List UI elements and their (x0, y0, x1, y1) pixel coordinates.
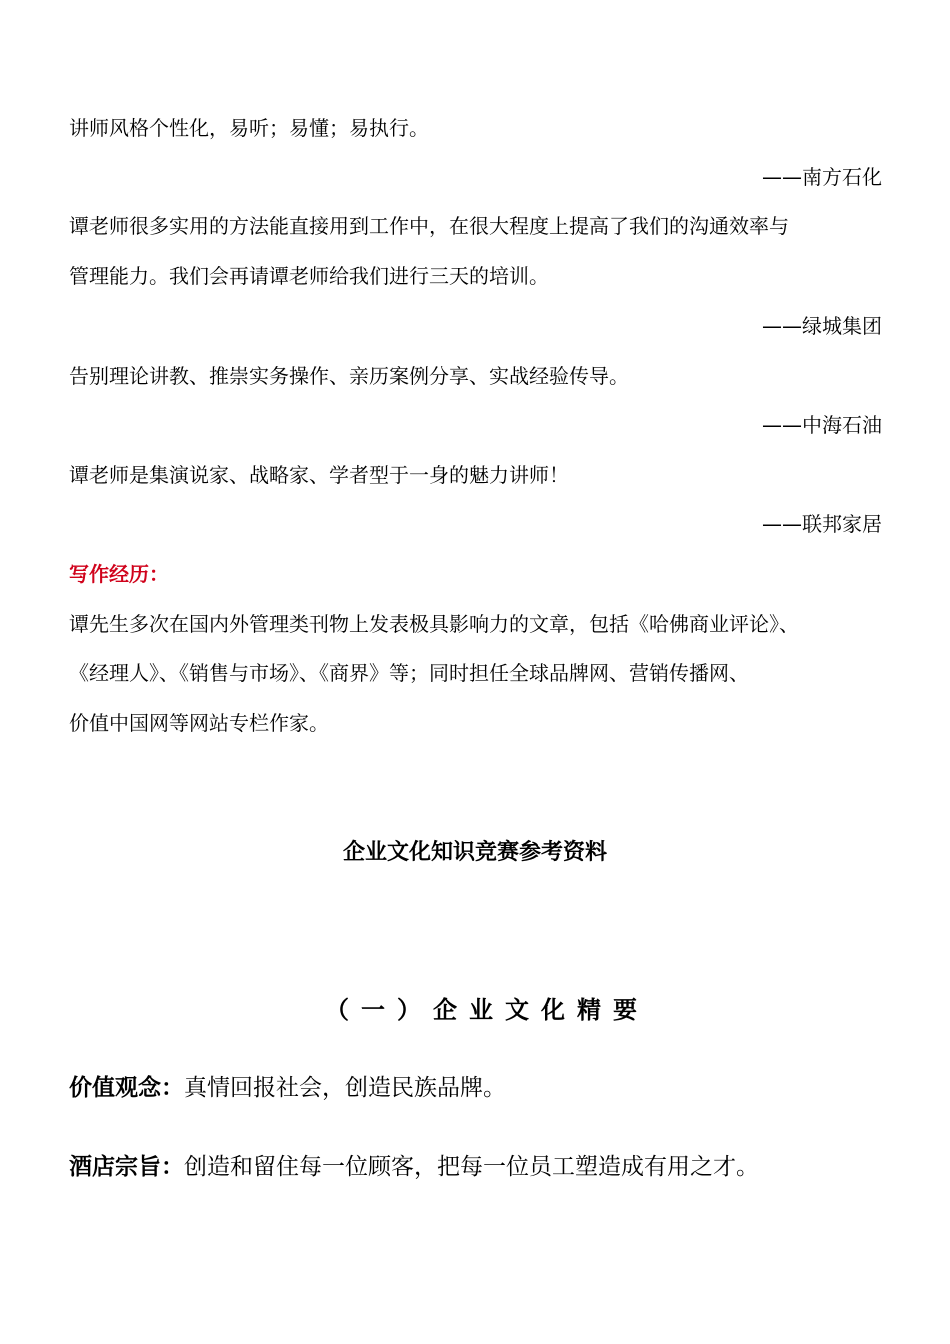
item-hotel-purpose-text: 创造和留住每一位顾客，把每一位员工塑造成有用之才。 (184, 1154, 759, 1180)
writing-line-1: 谭先生多次在国内外管理类刊物上发表极具影响力的文章，包括《哈佛商业评论》、 (69, 612, 799, 636)
testimonial-2-line-2: 管理能力。我们会再请谭老师给我们进行三天的培训。 (69, 264, 549, 288)
testimonial-2-source: ——绿城集团 (762, 314, 882, 338)
item-value-concept-text: 真情回报社会，创造民族品牌。 (184, 1075, 506, 1101)
item-hotel-purpose-label: 酒店宗旨： (69, 1154, 184, 1180)
writing-line-2: 《经理人》、《销售与市场》、《商界》等；同时担任全球品牌网、营销传播网、 (69, 661, 749, 685)
testimonial-4-source: ——联邦家居 (762, 512, 882, 536)
writing-heading: 写作经历： (69, 562, 169, 586)
testimonial-3-source: ——中海石油 (762, 413, 882, 437)
item-value-concept-label: 价值观念： (69, 1075, 184, 1101)
item-hotel-purpose (69, 1151, 759, 1183)
item-value-concept (69, 1072, 506, 1104)
testimonial-3-line-1: 告别理论讲教、推崇实务操作、亲历案例分享、实战经验传导。 (69, 364, 629, 388)
testimonial-1-line-1: 讲师风格个性化，易听；易懂；易执行。 (69, 116, 429, 140)
testimonial-2-line-1: 谭老师很多实用的方法能直接用到工作中，在很大程度上提高了我们的沟通效率与 (69, 214, 789, 238)
writing-line-3: 价值中国网等网站专栏作家。 (69, 711, 329, 735)
document-title: 企业文化知识竞赛参考资料 (342, 839, 607, 865)
testimonial-4-line-1: 谭老师是集演说家、战略家、学者型于一身的魅力讲师！ (69, 463, 569, 487)
testimonial-1-source: ——南方石化 (762, 165, 882, 189)
section-title: （一）企业文化精要 (325, 996, 649, 1024)
